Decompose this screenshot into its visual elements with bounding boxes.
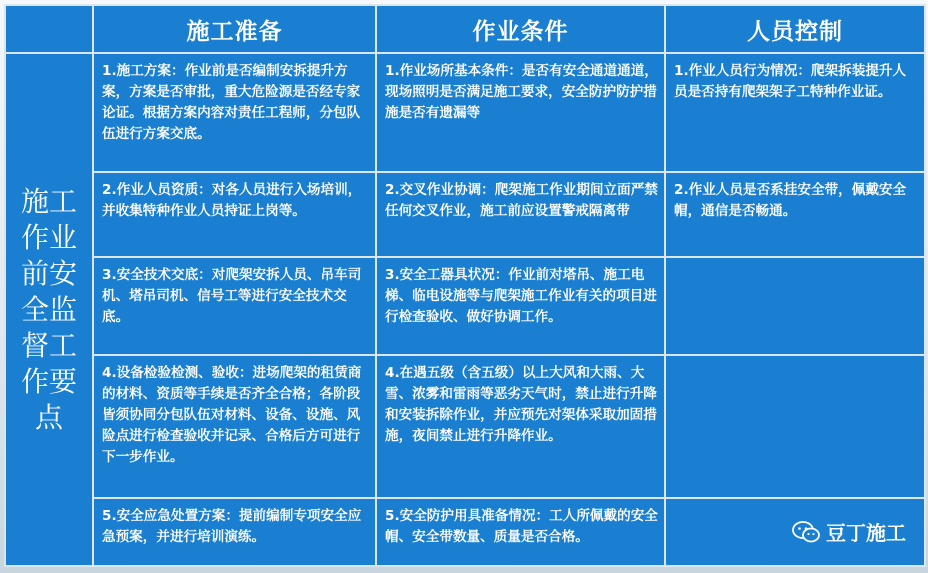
cond-cell: 2.交叉作业协调：爬架施工作业期间立面严禁任何交叉作业，施工前应设置警戒隔离带 xyxy=(376,172,665,257)
side-label-line: 前安 xyxy=(20,256,77,290)
table-row xyxy=(5,172,925,257)
cond-cell: 1.作业场所基本条件：是否有安全通道通道，现场照明是否满足施工要求，安全防护防护措施是否有遗漏等 xyxy=(376,53,665,172)
side-label xyxy=(5,53,93,566)
header-row xyxy=(5,5,925,53)
prep-cell: 2.作业人员资质：对各人员进行入场培训，并收集特种作业人员持证上岗等。 xyxy=(93,172,376,257)
brand-cell xyxy=(665,498,925,566)
header-prep: 施工准备 xyxy=(93,5,376,53)
table-row xyxy=(5,257,925,355)
side-label-line: 施工 xyxy=(20,184,77,218)
table-row xyxy=(5,355,925,498)
cond-cell: 4.在遇五级（含五级）以上大风和大雨、大雪、浓雾和雷雨等恶劣天气时，禁止进行升降和安装拆除作业，并应预先对架体采取加固措施，夜间禁止进行升降作业。 xyxy=(376,355,665,498)
cond-cell: 3.安全工器具状况：作业前对塔吊、施工电梯、临电设施等与爬架施工作业有关的项目进行检查验收、做好协调工作。 xyxy=(376,257,665,355)
supervision-table xyxy=(4,4,926,567)
prep-cell: 5.安全应急处置方案：提前编制专项安全应急预案，并进行培训演练。 xyxy=(93,498,376,566)
wechat-icon xyxy=(792,520,820,544)
staff-cell-empty xyxy=(665,257,925,355)
header-cond: 作业条件 xyxy=(376,5,665,53)
header-corner xyxy=(5,5,93,53)
prep-cell: 3.安全技术交底：对爬架安拆人员、吊车司机、塔吊司机、信号工等进行安全技术交底。 xyxy=(93,257,376,355)
table-row xyxy=(5,498,925,566)
cond-cell: 5.安全防护用具准备情况：工人所佩戴的安全帽、安全带数量、质量是否合格。 xyxy=(376,498,665,566)
staff-cell: 1.作业人员行为情况：爬架拆装提升人员是否持有爬架架子工特种作业证。 xyxy=(665,53,925,172)
brand-watermark xyxy=(792,517,906,546)
staff-cell: 2.作业人员是否系挂安全带，佩戴安全帽，通信是否畅通。 xyxy=(665,172,925,257)
side-label-line: 督工 xyxy=(20,328,77,362)
side-label-line: 点 xyxy=(34,400,63,434)
side-label-line: 作要 xyxy=(20,364,77,398)
header-staff: 人员控制 xyxy=(665,5,925,53)
side-label-line: 全监 xyxy=(20,292,77,326)
side-label-line: 作业 xyxy=(20,220,77,254)
table-row xyxy=(5,53,925,172)
prep-cell: 1.施工方案：作业前是否编制安拆提升方案，方案是否审批，重大危险源是否经专家论证。根据方案内容对责任工程师，分包队伍进行方案交底。 xyxy=(93,53,376,172)
prep-cell: 4.设备检验检测、验收：进场爬架的租赁商的材料、资质等手续是否齐全合格；各阶段皆须协同分包队伍对材料、设备、设施、风险点进行检查验收并记录、合格后方可进行下一步作业。 xyxy=(93,355,376,498)
brand-name: 豆丁施工 xyxy=(826,521,906,545)
staff-cell-empty xyxy=(665,355,925,498)
